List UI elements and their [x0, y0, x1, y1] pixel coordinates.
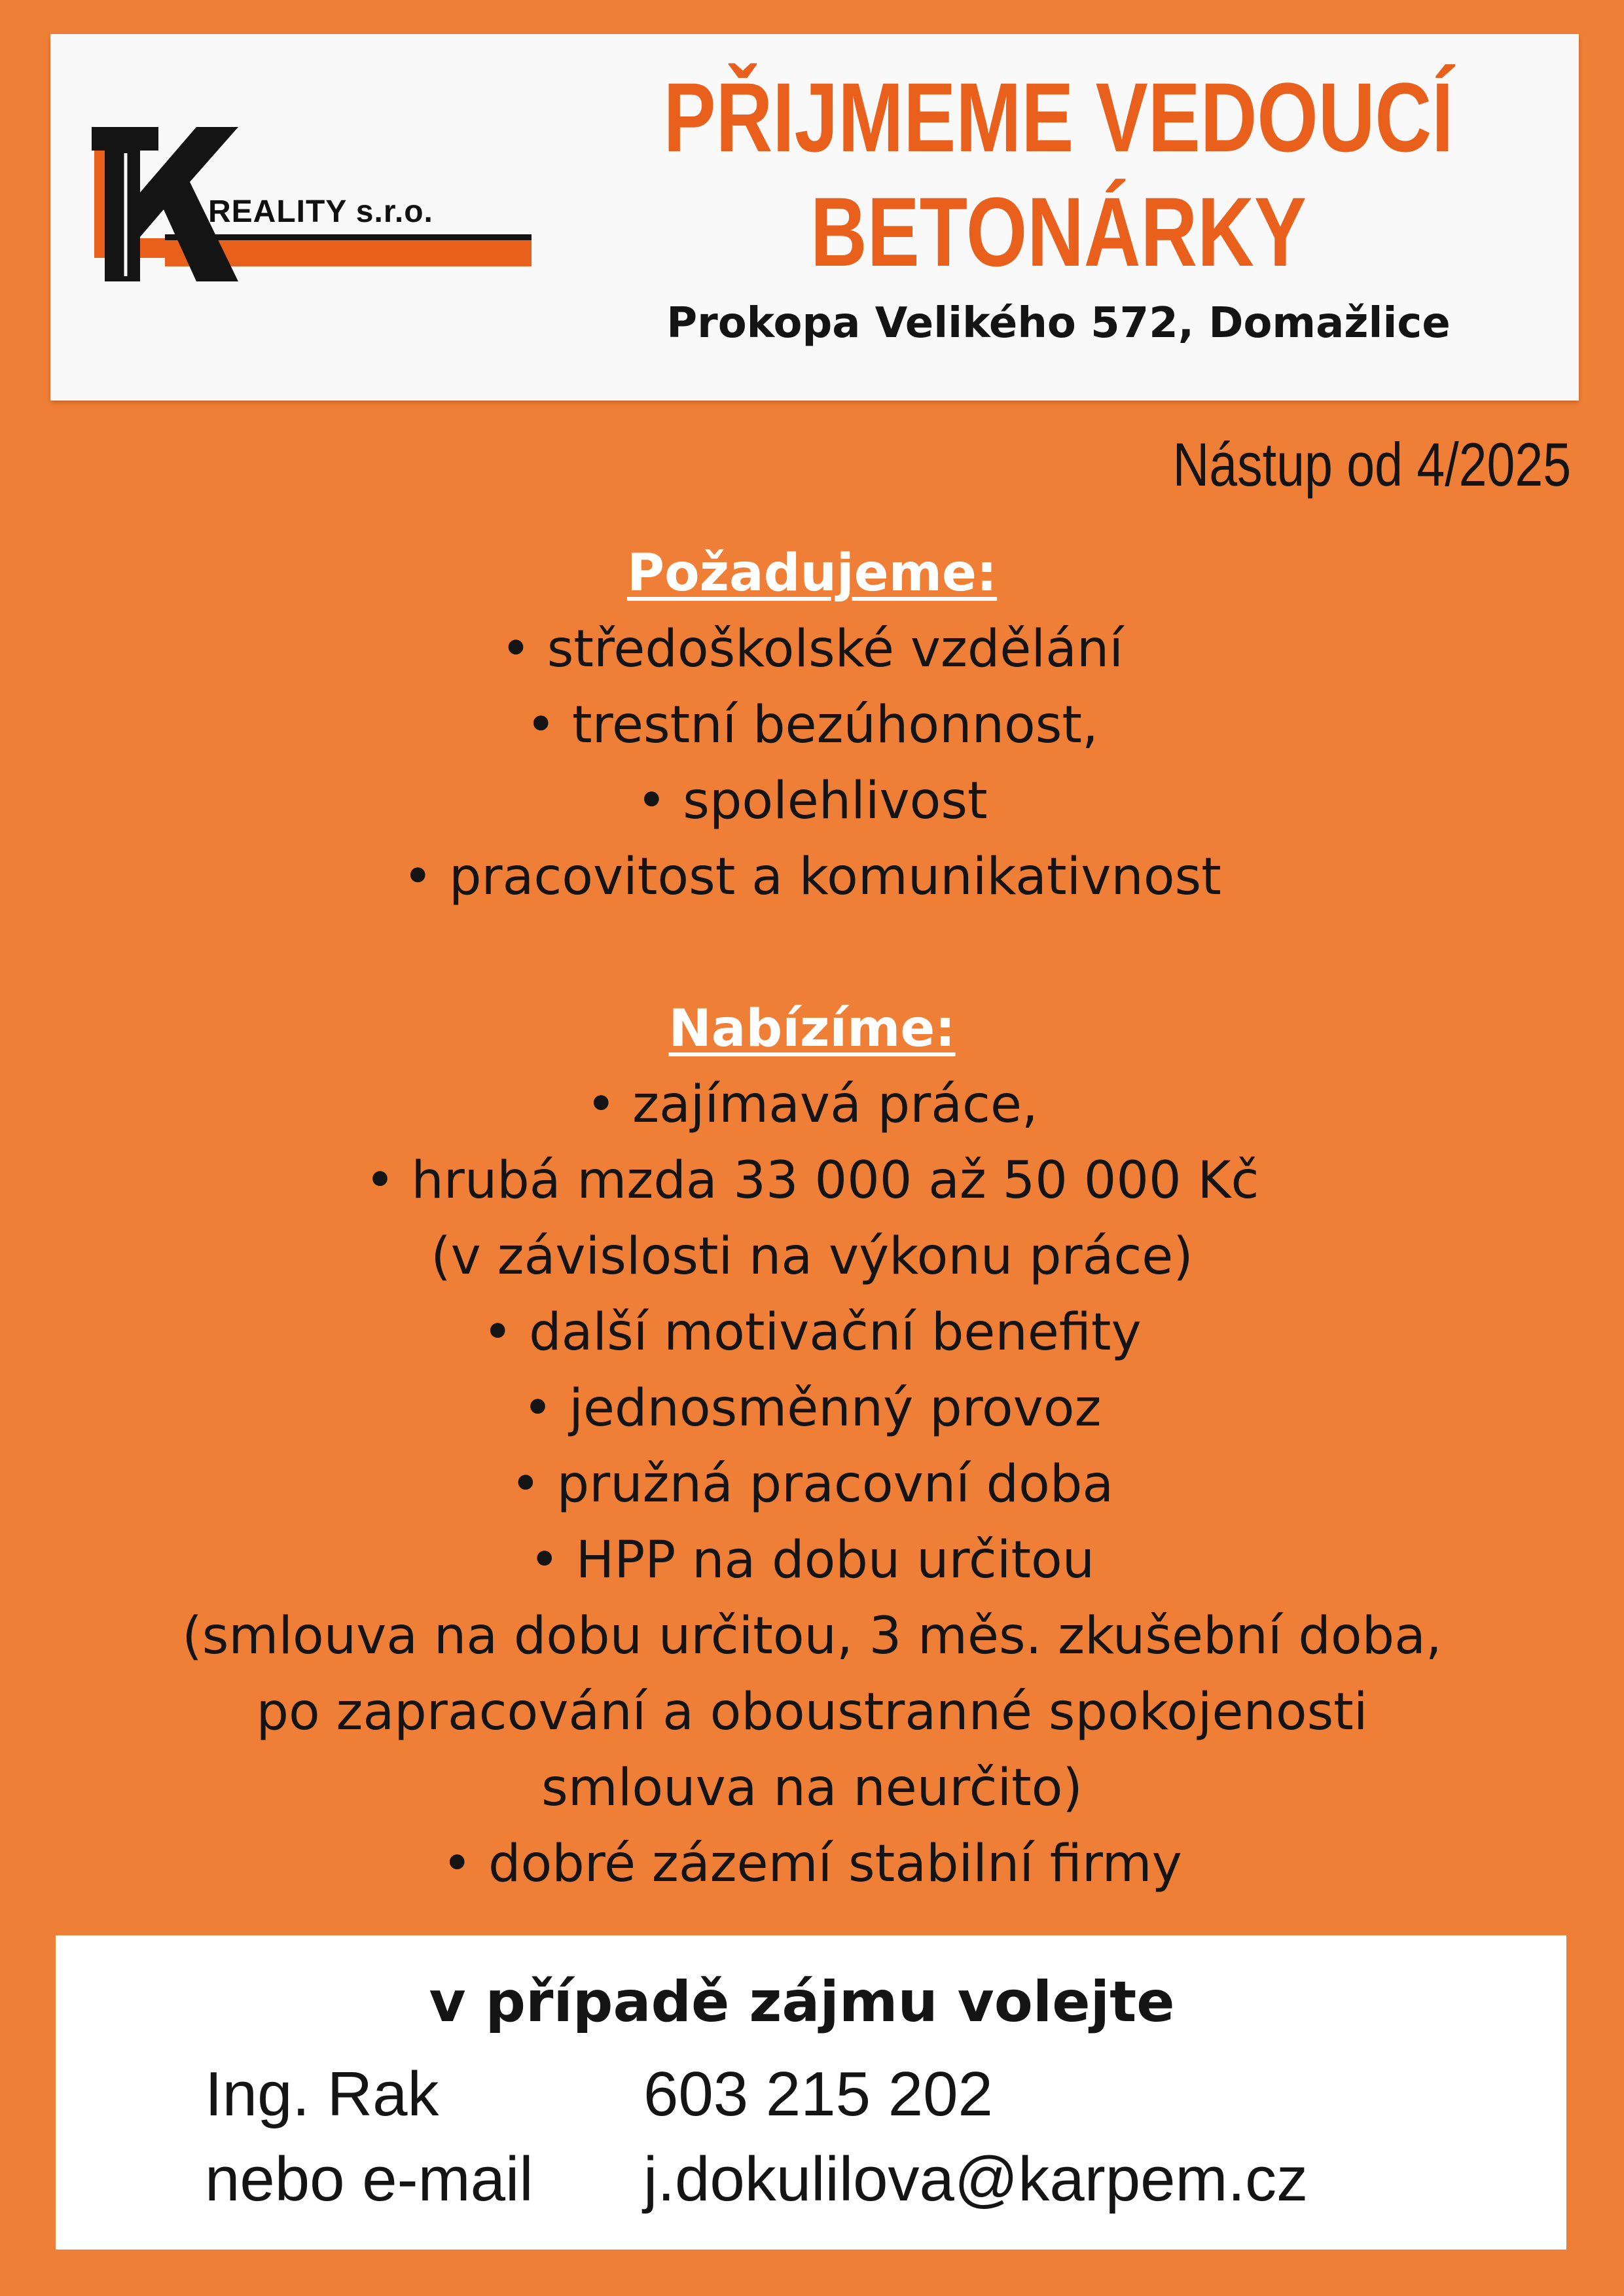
- company-address: Prokopa Velikého 572, Domažlice: [666, 299, 1451, 348]
- offer-line: • dobré zázemí stabilní firmy: [442, 1835, 1182, 1893]
- requirement-item: • pracovitost a komunikativnost: [403, 848, 1221, 906]
- job-content: [0, 535, 1624, 1902]
- offer-line: (v závislosti na výkonu práce): [431, 1227, 1193, 1286]
- contact-phone-row: [205, 2058, 993, 2130]
- requirement-item: • středoškolské vzdělání: [500, 620, 1123, 679]
- contact-email-label: nebo e-mail: [205, 2144, 533, 2214]
- offer-line: • pružná pracovní doba: [510, 1455, 1114, 1514]
- contact-heading: v případě zájmu volejte: [429, 1969, 1175, 2035]
- title-line-2: BETONÁRKY: [810, 177, 1307, 287]
- offer-line: smlouva na neurčito): [541, 1759, 1083, 1818]
- header-titles: [554, 60, 1562, 350]
- offer-line: • HPP na dobu určitou: [529, 1531, 1095, 1590]
- offer-line: (smlouva na dobu určitou, 3 měs. zkušební doba,: [182, 1607, 1442, 1666]
- offer-line: • další motivační benefity: [482, 1303, 1142, 1362]
- contact-phone[interactable]: 603 215 202: [643, 2059, 993, 2129]
- contact-box: [56, 1935, 1566, 2250]
- offer-line: po zapracování a oboustranné spokojenosti: [256, 1683, 1368, 1742]
- logo-text: REALITY s.r.o.: [208, 194, 433, 229]
- contact-email-row: [205, 2144, 1308, 2215]
- contact-name: Ing. Rak: [205, 2059, 439, 2129]
- offer-line: • hrubá mzda 33 000 až 50 000 Kč: [365, 1151, 1259, 1210]
- offer-line: • jednosměnný provoz: [522, 1379, 1102, 1438]
- section-gap: [0, 915, 1624, 991]
- requirements-heading: Požadujeme:: [626, 544, 998, 603]
- title-line-1: PŘIJMEME VEDOUCÍ: [663, 62, 1454, 172]
- start-date: Nástup od 4/2025: [1172, 430, 1571, 499]
- requirement-item: • trestní bezúhonnost,: [526, 696, 1098, 755]
- company-logo: [86, 119, 532, 289]
- header-box: [50, 34, 1579, 401]
- requirement-item: • spolehlivost: [636, 772, 988, 831]
- offer-heading: Nabízíme:: [668, 999, 956, 1058]
- offer-line: • zajímavá práce,: [586, 1075, 1038, 1134]
- contact-email[interactable]: j.dokulilova@karpem.cz: [643, 2144, 1308, 2214]
